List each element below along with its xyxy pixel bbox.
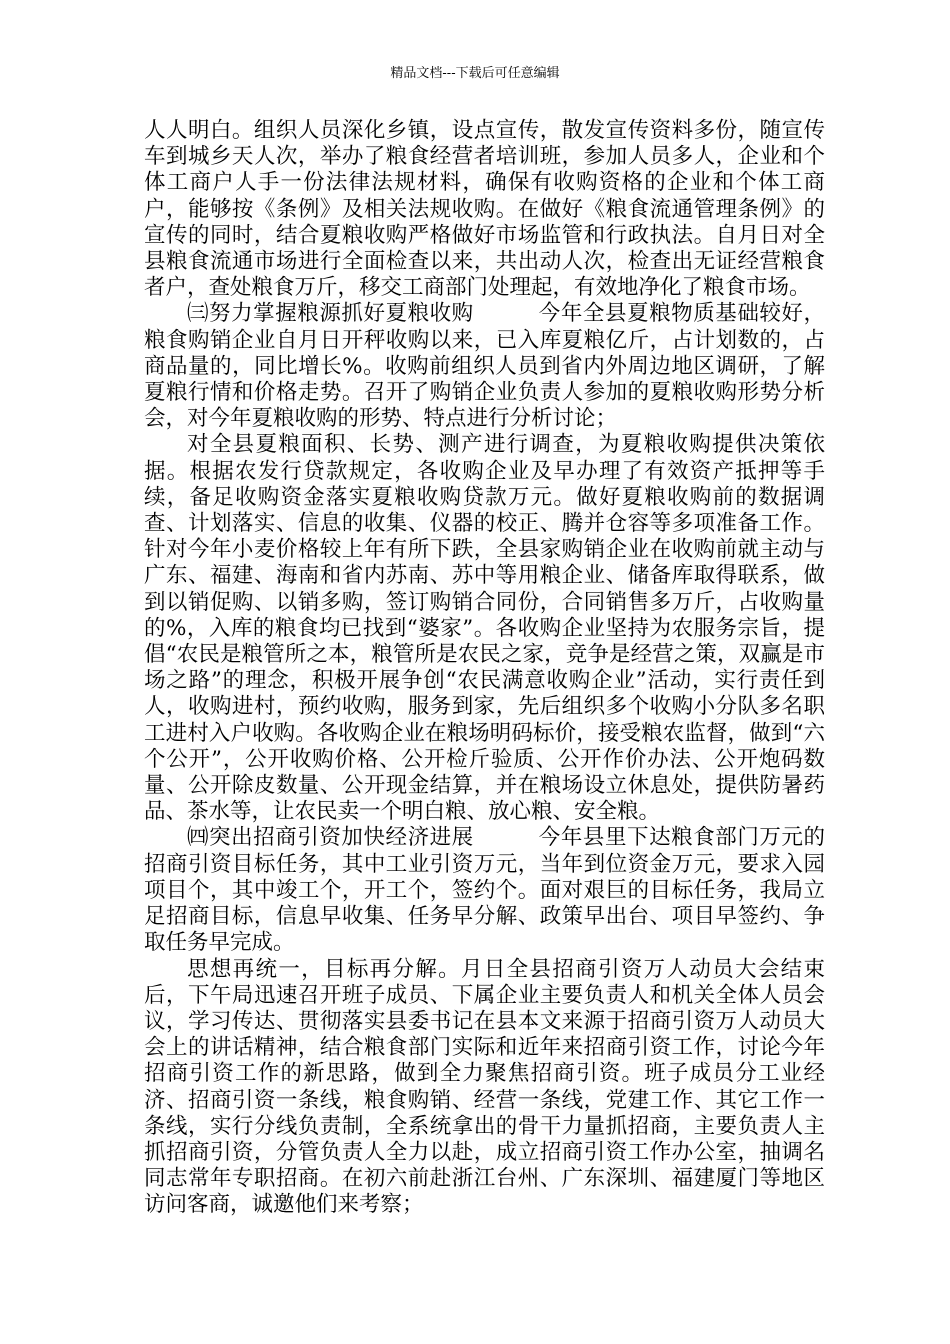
- paragraph-text: 思想再统一，目标再分解。月日全县招商引资万人动员大会结束后，下午局迅速召开班子成员、下属企业主要负责人和机关全体人员会议，学习传达、贯彻落实县委书记在县本文来源于招商引资万人动员大会上的讲话精神，结合粮食部门实际和近年来招商引资工作，讨论今年招商引资工作的新思路，做到全力聚焦招商引资。班子成员分工业经济、招商引资一条线，粮食购销、经营一条线，党建工作、其它工作一条线，实行分线负责制，全系统拿出的骨干力量抓招商，主要负责人主抓招商引资，分管负责人全力以赴，成立招商引资工作办公室，抽调名同志常年专职招商。在初六前赴浙江台州、广东深圳、福建厦门等地区访问客商，诚邀他们来考察；: [144, 956, 825, 1218]
- section-heading: ㈣突出招商引资加快经济进展: [187, 825, 474, 851]
- paragraph-text: 今年县里下达粮食部门万元的招商引资目标任务，其中工业引资万元，当年到位资金万元，要求入园项目个，其中竣工个，开工个，签约个。面对艰巨的目标任务，我局立足招商目标，信息早收集、任务早分解、政策早出台、项目早签约、争取任务早完成。: [144, 825, 825, 956]
- paragraph-3: [144, 432, 825, 825]
- paragraph-text: 人人明白。组织人员深化乡镇，设点宣传，散发宣传资料多份，随宣传车到城乡天人次，举办了粮食经营者培训班，参加人员多人，企业和个体工商户人手一份法律法规材料，确保有收购资格的企业和个体工商户，能够按《条例》及相关法规收购。在做好《粮食流通管理条例》的宣传的同时，结合夏粮收购严格做好市场监管和行政执法。自月日对全县粮食流通市场进行全面检查以来，共出动人次，检查出无证经营粮食者户，查处粮食万斤，移交工商部门处理起，有效地净化了粮食市场。: [144, 118, 825, 301]
- page-header: 精品文档---下载后可任意编辑: [390, 66, 560, 81]
- paragraph-text: 对全县夏粮面积、长势、测产进行调查，为夏粮收购提供决策依据。根据农发行贷款规定，各收购企业及早办理了有效资产抵押等手续，备足收购资金落实夏粮收购贷款万元。做好夏粮收购前的数据调查、计划落实、信息的收集、仪器的校正、腾并仓容等多项准备工作。针对今年小麦价格较上年有所下跌，全县家购销企业在收购前就主动与广东、福建、海南和省内苏南、苏中等用粮企业、储备库取得联系，做到以销促购、以销多购，签订购销合同份，合同销售多万斤，占收购量的%，入库的粮食均已找到“婆家”。各收购企业坚持为农服务宗旨，提倡“农民是粮管所之本，粮管所是农民之家，竞争是经营之策，双赢是市场之路”的理念，积极开展争创“农民满意收购企业”活动，实行责任到人，收购进村，预约收购，服务到家，先后组织多个收购小分队多名职工进村入户收购。各收购企业在粮场明码标价，接受粮农监督，做到“六个公开”，公开收购价格、公开检斤验质、公开作价办法、公开炮码数量、公开除皮数量、公开现金结算，并在粮场设立休息处，提供防暑药品、茶水等，让农民卖一个明白粮、放心粮、安全粮。: [144, 432, 825, 825]
- paragraph-text: 今年全县夏粮物质基础较好，粮食购销企业自月日开秤收购以来，已入库夏粮亿斤，占计划数的，占商品量的，同比增长%。收购前组织人员到省内外周边地区调研，了解夏粮行情和价格走势。召开了购销企业负责人参加的夏粮收购形势分析会，对今年夏粮收购的形势、特点进行分析讨论；: [144, 301, 825, 432]
- document-body: [144, 118, 825, 1219]
- paragraph-5: [144, 957, 825, 1219]
- section-heading: ㈢努力掌握粮源抓好夏粮收购: [187, 301, 474, 327]
- paragraph-4: [144, 825, 825, 956]
- paragraph-1: [144, 118, 825, 301]
- paragraph-2: [144, 301, 825, 432]
